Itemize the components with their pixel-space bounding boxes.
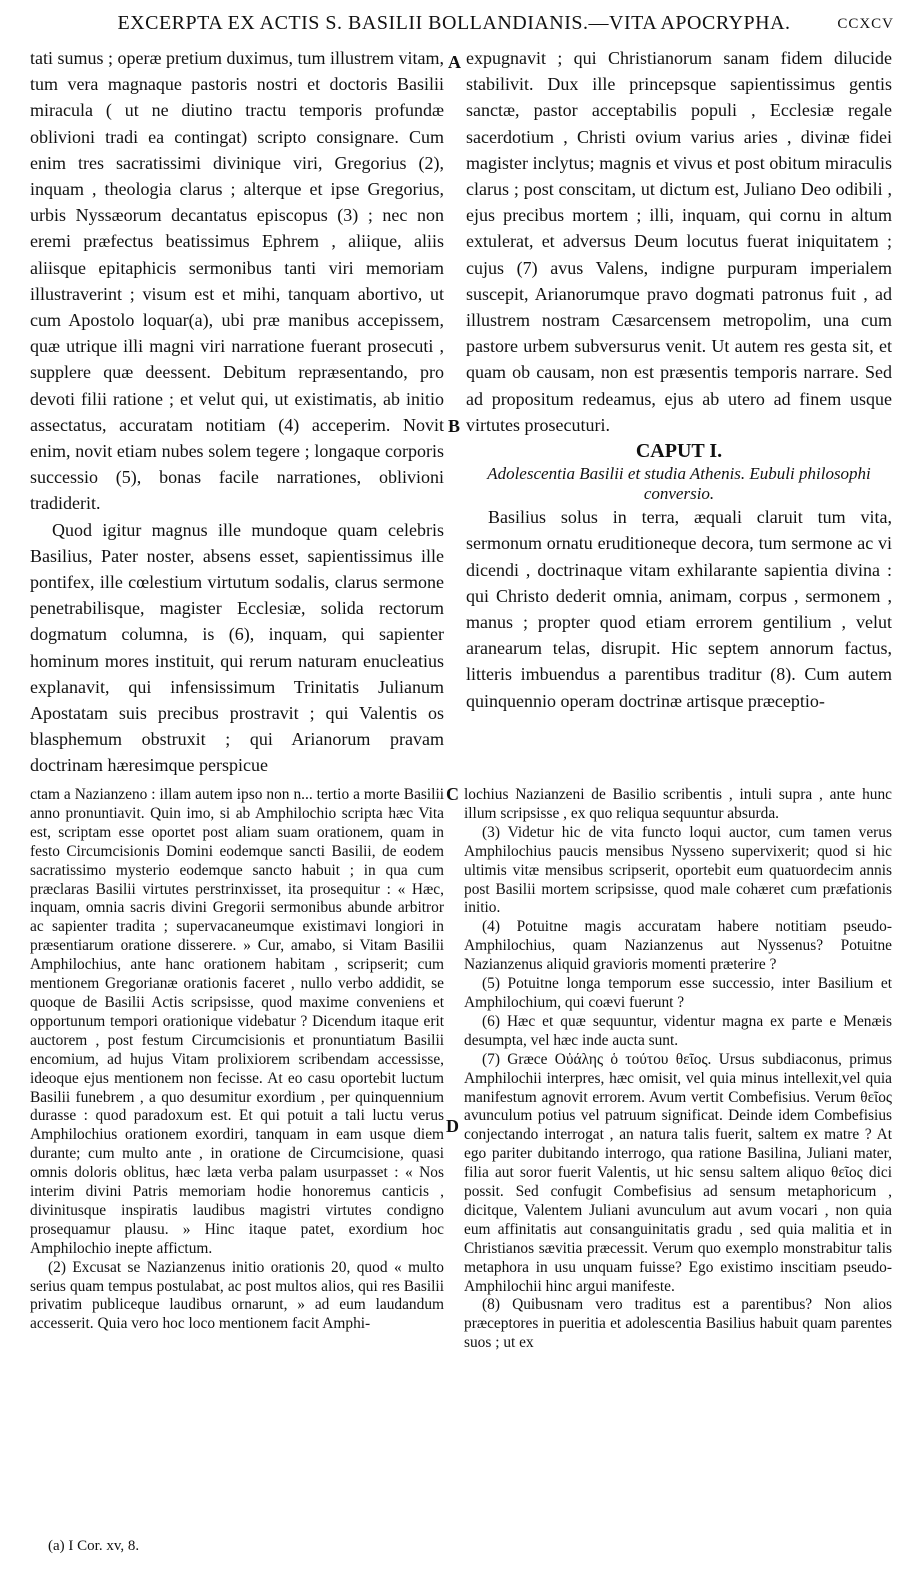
page-number: CCXCV: [837, 16, 894, 32]
note-paragraph: (5) Potuitne longa temporum esse successio, inter Basilium et Amphilochium, qui coævi fuerunt ?: [464, 975, 892, 1011]
running-header: [0, 6, 908, 36]
note-paragraph: lochius Nazianzeni de Basilio scribentis , intuli supra , ante hunc illum scripsisse , ex quo reliqua sequuntur absurda.: [464, 786, 892, 822]
chapter-heading: CAPUT I.: [635, 440, 723, 463]
paragraph: Basilius solus in terra, æquali claruit tum vita, sermonum ornatu eruditioneque decora, tum sermone ac vi dicendi , doctrinaque vitam exhilarante sapientia divina : qui Christo dederit omnia, animam, corpus , sermonem , manus ; propter quod etiam errorem gentilium , velut aranearum telas, disrupit. Hic septem annorum factus, litteris imbuendus a parentibus traditur (8). Cum autem quinquennio operam doctrinæ artisque præceptio-: [466, 507, 892, 711]
paragraph: Quod igitur magnus ille mundoque quam celebris Basilius, Pater noster, absens esset, sapientissimus ille pontifex, ille cœlestium virtutum sodalis, clarus sermone penetrabilisque, magister Ecclesiæ, solida rectorum dogmatum columna, is (6), inquam, qui sapienter hominum mores instituit, qui rerum naturam enucleatius explanavit, qui infensissimum Trinitatis Julianum Apostatam suis precibus prostravit ; qui Valentis os blasphemum obstruxit ; qui Arianorum pravam doctrinam hæresimque perspicue: [30, 519, 444, 776]
note-paragraph: (4) Potuitne magis accuratam habere notitiam pseudo-Amphilochius, quam Nazianzenus aut Nyssenus? Potuitne Nazianzenus aliquid gravioris momenti præterire ?: [464, 918, 892, 974]
section-marker-b: B: [448, 416, 461, 436]
chapter-subtitle: Adolescentia Basilii et studia Athenis. Eubuli philosophi conversio.: [487, 464, 871, 504]
section-marker-c: C: [446, 784, 459, 804]
paragraph: tati sumus ; operæ pretium duximus, tum illustrem vitam, tum vera magnaque pastoris nostri et doctoris Basilii miracula ( ut ne diutino tractu temporis profundæ oblivioni tradi ea contingat) scripto consignare. Cum enim tres sacratissimi divinique viri, Gregorius (2), inquam , theologia clarus ; alterque et ipse Gregorius, urbis Nyssæorum decantatus episcopus (3) ; nec non eremi præfectus beatissimus Ephrem , aliique, aliis aliisque epitaphicis sermonibus tanti viri memoriam illustraverint ; visum est et mihi, tanquam abortivo, ut cum Apostolo loquar(a), ubi præ manibus accepissem, quæ utrique illi magni viri narratione fuerant prosecuti , supplere quæ deessent. Debitum repræsentando, pro devoti filii ratione ; et velut qui, ut existimatis, ab initio assectatus, accuratam notitiam (4) acceperim. Novit enim, novit etiam nubes solem tegere ; longaque corporis successio (5), bonas facile narrationes, oblivioni tradiderit.: [30, 48, 444, 514]
footnote: (a) I Cor. xv, 8.: [48, 1538, 140, 1554]
section-marker-a: A: [448, 52, 461, 72]
main-text-right-column: [466, 45, 892, 714]
note-paragraph: (7) Græce Οὐάλης ὁ τούτου θεῖος. Ursus subdiaconus, primus Amphilochii interpres, hæc omisit, vel quia minus intellexit,vel quia manifestum agnovit errorem. Avum vertit Combefisius. Verum θεῖος avunculum potius vel patruum significat. Deinde idem Combefisius conjectando interrogat , an natura talis fuerit, saltem ex matre ? At ego pariter dubitando interrogo, qua ratione Basilina, Juliani mater, filia aut soror fuerit Valentis, ut hic sensu saltem aliquo θεῖος dici possit. Sed confugit Combefisius ad sensum metaphoricum , dicitque, Valentem Juliani avunculum aut avum vocari , non quia eum affinitatis aut consanguinitatis gradu , sed quia malitia et in Christianos sævitia præcessit. Verum quo exemplo monstrabitur talis metaphora in usu unquam fuisse? Ego existimo inscitiam pseudo-Amphilochii hinc argui manifeste.: [464, 1050, 892, 1295]
main-text-left-column: [30, 45, 444, 779]
note-paragraph: (6) Hæc et quæ sequuntur, videntur magna ex parte e Menæis desumpta, vel hæc inde aucta sunt.: [464, 1012, 892, 1049]
notes-right-column: [464, 786, 892, 1353]
note-paragraph: (2) Excusat se Nazianzenus initio orationis 20, quod « multo serius quam tempus postulabat, ac post multos alios, qui res Basilii privatim publiceque laudibus ornarunt, » ad eum laudandum accesserit. Quia vero hoc loco mentionem facit Amphi-: [30, 1258, 444, 1333]
notes-left-column: [30, 786, 444, 1334]
paragraph: expugnavit ; qui Christianorum sanam fidem dilucide stabilivit. Dux ille princepsque sapientissimus gentis sanctæ, pastor acceptabilis populi , Ecclesiæ regale sacerdotium , Christi ovium varius aries , divinæ fidei magister inclytus; magnis et vivus et post obitum miraculis clarus ; post conscitam, ut dictum est, Juliano Deo odibili , ejus precibus mortem ; illi, inquam, qui cornu in altum extulerat, et adversus Deum locutus fuerat iniquitatem ; cujus (7) avus Valens, indigne purpuram imperialem suscepit, Arianorumque pravo dogmati patronus fuit , ad illustrem nostram Cæsarcensem metropolim, una cum pastore urbem subversurus venit. Ut autem res gesta sit, et quam ob causam, non est præsentis temporis narrare. Sed ad propositum redeamus, ejus ab utero ad finem usque virtutes prosecuturi.: [466, 48, 892, 435]
note-paragraph: (8) Quibusnam vero traditus est a parentibus? Non alios præceptores in pueritia et adolescentia Basilius habuit quam parentes suos ; ut ex: [464, 1296, 892, 1352]
section-marker-d: D: [446, 1116, 459, 1136]
note-paragraph: ctam a Nazianzeno : illam autem ipso non n... tertio a morte Basilii anno pronuntiavit. Quin imo, si ab Amphilochio scripta hæc Vita est, scriptam esse oportet post aliam suam orationem, quam in festo Circumcisionis Domini eodemque sancti Basilii, de eodem sacratissimo mysterio eodemque sancto habuit ; in qua cum præclaras Basilii virtutes perstrinxisset, ita prosequitur : « Hæc, inquam, omnia sacris divini Gregorii sermonibus abunde arbitror ac sapienter tradita ; supervacaneumque existimavi longiori in præsentiarum oratione disserere. » Cur, amabo, si Vitam Basilii Amphilochius, ante hanc orationem habitam , scripserit; cum mentionem Gregorianæ orationis faceret , nullo verbo addidit, se quoque de Basilii Actis scripsisse, quod maxime conveniens et opportunum tempori orationique videbatur ? Dicendum itaque erit auctorem , post festum Circumcisionis et pronuntiatum Basilii encomium, ad hujus Vitam prolixiorem scribendam accessisse, ideoque ejus mentionem non fecisse. At eo casu oportebit luctum Basilii funebrem , a quo desumitur exordium , per quinquennium durasse : quod paradoxum est. Et qui potuit a tali luctu verus Amphilochius orationem exordiri, tanquam in eam usque diem durante; cum multo ante , in oratione de Circumcisione, quasi omnis doloris oblitus, hæc læta verba palam usurpasset : « Nos interim divini Patris memoriam hodie honoremus canticis , divinitusque inspiratis laudibus magistri virtutes condigno prosequamur plausu. » Hinc itaque patet, exordium hoc Amphilochio inepte affictum.: [30, 786, 444, 1257]
running-title: EXCERPTA EX ACTIS S. BASILII BOLLANDIANIS.—VITA APOCRYPHA.: [117, 12, 791, 34]
note-paragraph: (3) Videtur hic de vita functo loqui auctor, cum tamen verus Amphilochius paucis mensibus Nysseno supervixerit; quod si hic ultimis vitæ mensibus scripserit, oportebit eum quatuordecim annis post Basilii mortem scripsisse, quod male cohæret cum præfationis initio.: [464, 823, 892, 917]
